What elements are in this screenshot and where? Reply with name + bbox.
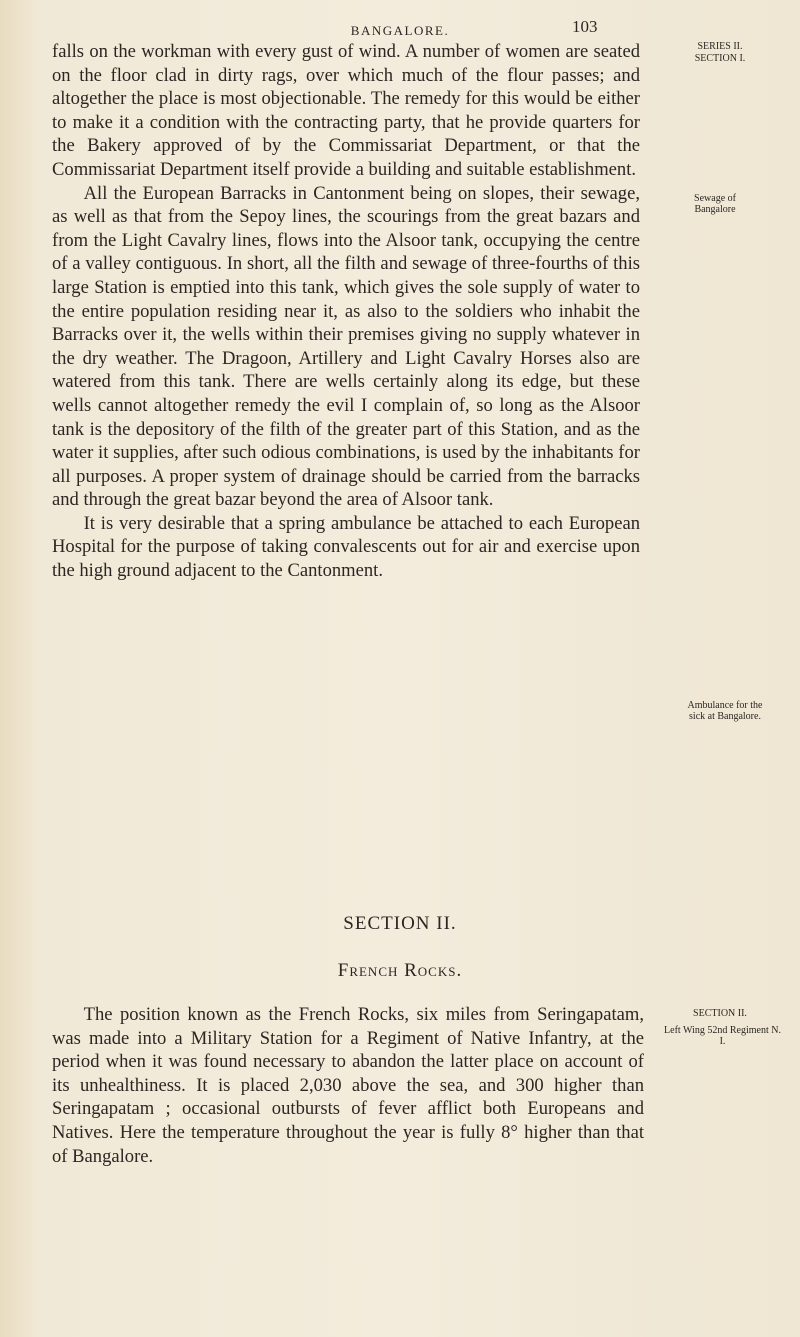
margin-note-sewage: Sewage of Bangalore	[694, 193, 736, 215]
paragraph-ambulance: It is very desirable that a spring ambulance be attached to each European Hospital for the purpose of taking convalescents out for air and exercise upon the high ground adjacent to the Cantonment.	[52, 512, 640, 582]
page-number: 103	[572, 17, 598, 36]
margin-note-ambulance: Ambulance for the sick at Bangalore.	[687, 700, 763, 722]
paragraph-french-rocks: The position known as the French Rocks, six miles from Seringapatam, was made into a Military Station for a Regiment of Native Infantry, at the period when it was found necessary to abandon the latter place on account of its unhealthiness. It is placed 2,030 above the sea, and 300 higher than Seringapatam ; occasional outbursts of fever afflict both Europeans and Natives. Here the temperature throughout the year is fully 8° higher than that of Bangalore.	[52, 1004, 644, 1167]
margin-note-section2: SECTION II.	[693, 1008, 747, 1019]
section1-text	[52, 40, 640, 583]
margin-note-series: SERIES II.	[697, 41, 743, 52]
margin-note-section: SECTION I.	[694, 53, 746, 64]
margin-note-left-wing: Left Wing 52nd Regiment N. I.	[664, 1025, 781, 1047]
paragraph-sewage: All the European Barracks in Cantonment being on slopes, their sewage, as well as that from the Sepoy lines, the scourings from the great bazars and from the Light Cavalry lines, flows into the Alsoor tank, occupying the centre of a valley contiguous. In short, all the filth and sewage of three-fourths of this large Station is emptied into this tank, which gives the sole supply of water to the entire population residing near it, as also to the soldiers who inhabit the Barracks over it, the wells within their premises giving no supply whatever in the dry weather. The Dragoon, Artillery and Light Cavalry Horses also are watered from this tank. There are wells certainly along its edge, but these wells cannot altogether remedy the evil I complain of, so long as the Alsoor tank is the depository of the filth of the greater part of this Station, and as the water it supplies, after such odious combinations, is used by the inhabitants for all purposes. A proper system of drainage should be carried from the barracks and through the great bazar beyond the area of Alsoor tank.	[52, 182, 640, 511]
section2-text	[52, 1003, 644, 1168]
running-title: BANGALORE.	[350, 23, 450, 38]
section-heading: SECTION II.	[343, 913, 457, 934]
section-subheading: French Rocks.	[337, 960, 463, 981]
paragraph-bakery: falls on the workman with every gust of wind. A number of women are seated on the floor clad in dirty rags, over which much of the flour passes; and altogether the place is most objectionable. The remedy for this would be either to make it a condition with the contracting party, that he provide quarters for the Bakery approved of by the Commissariat Department, or that the Commissariat Department itself provide a building and suitable establishment.	[52, 41, 640, 180]
